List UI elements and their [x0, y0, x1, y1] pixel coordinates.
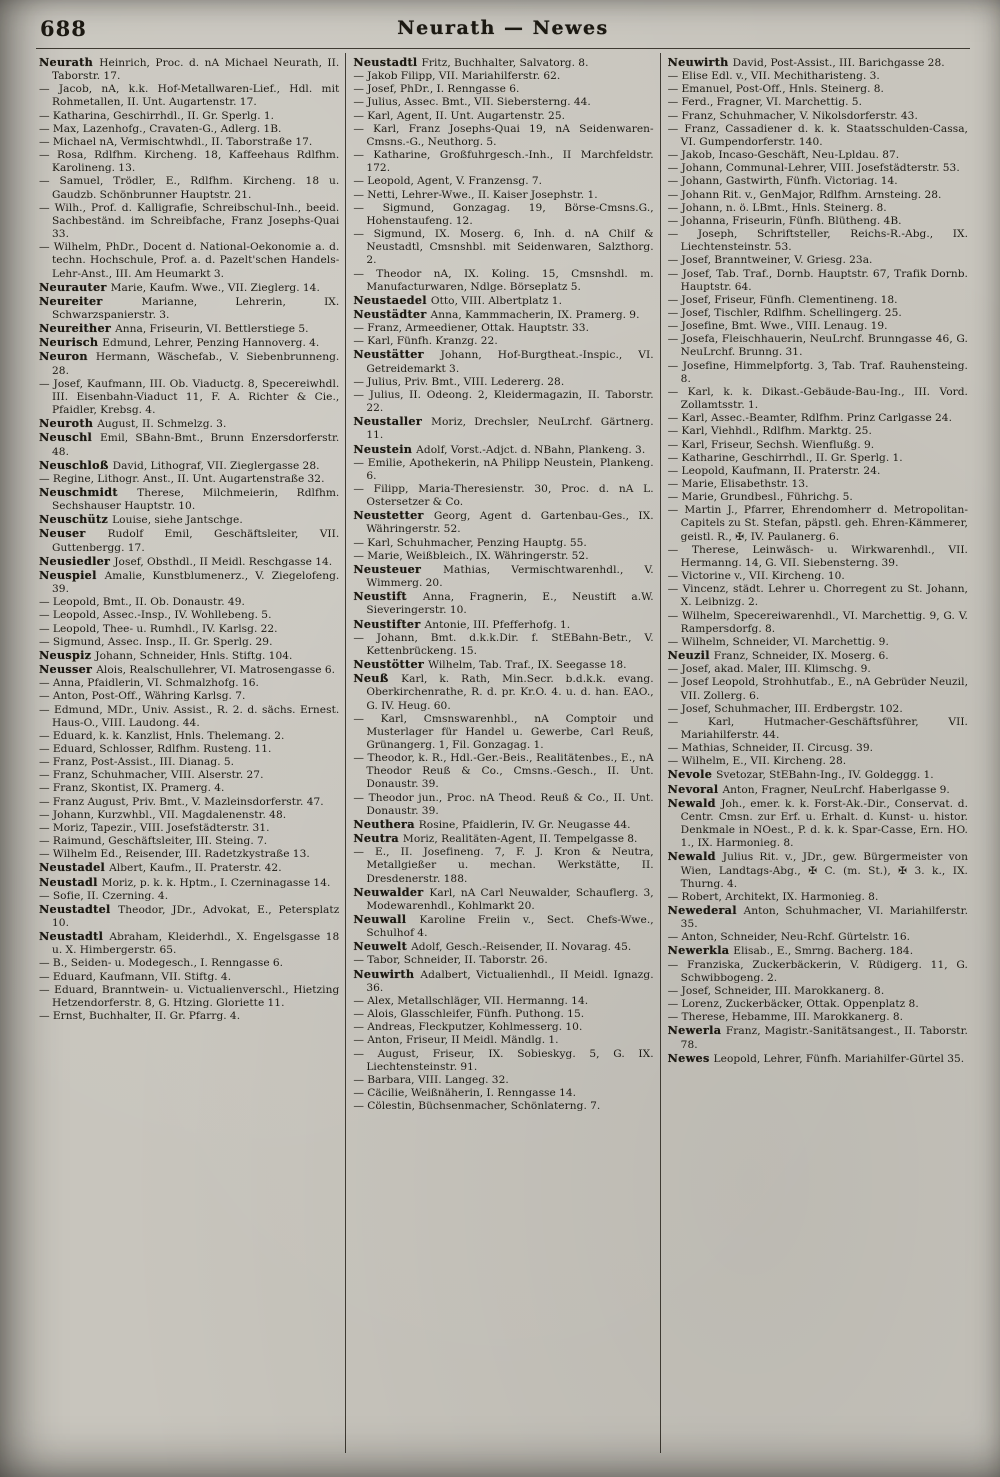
directory-entry: Neustaedel Otto, VIII. Albertplatz 1. — [353, 292, 562, 307]
directory-entry: Neusser Alois, Realschullehrer, VI. Matrosengasse 6. — [39, 662, 336, 677]
directory-entry: — Karl, Agent, II. Unt. Augartenstr. 25. — [353, 109, 566, 122]
entry-surname: Neurisch — [39, 335, 103, 350]
entry-surname: Neuwirth — [353, 966, 421, 981]
directory-entry: Neutra Moriz, Realitäten-Agent, II. Tempelgasse 8. — [353, 831, 638, 846]
entry-surname: Neureither — [39, 321, 116, 336]
directory-entry: — Johann, Gastwirth, Fünfh. Victoriag. 14. — [667, 175, 898, 188]
column-2 — [345, 53, 659, 1453]
directory-entry: — Karl, Viehhdl., Rdlfhm. Marktg. 25. — [667, 425, 872, 438]
directory-entry: — Johanna, Friseurin, Fünfh. Blütheng. 4B. — [667, 214, 902, 227]
directory-entry: — Elise Edl. v., VII. Mechitharisteng. 3. — [667, 70, 880, 83]
entry-surname: Neutra — [353, 831, 403, 846]
page-number: 688 — [40, 16, 87, 41]
entry-surname: Neustein — [353, 441, 417, 456]
directory-entry: — Franz, Armeediener, Ottak. Hauptstr. 33. — [353, 322, 589, 335]
entry-surname: Neustaller — [353, 414, 432, 429]
directory-entry: Neusteuer Mathias, Vermischtwarenhdl., V. Wimmerg. 20. — [353, 561, 654, 590]
entry-surname: Newald — [667, 795, 722, 810]
directory-entry: — Franz August, Priv. Bmt., V. Mazleinsdorferstr. 47. — [39, 795, 324, 808]
directory-entry: — Johann, Kurzwhbl., VII. Magdalenenstr. 48. — [39, 808, 287, 821]
directory-entry: — Wilhelm, PhDr., Docent d. National-Oekonomie a. d. techn. Hochschule, Prof. a. d. Pazelt'schen Handels-Lehr-Anst., III. Am Heumarkt 3. — [39, 241, 340, 280]
directory-entry: Neuwelt Adolf, Gesch.-Reisender, II. Novarag. 45. — [353, 939, 632, 954]
directory-entry: — Josefine, Himmelpfortg. 3, Tab. Traf. Rauhensteing. 8. — [667, 359, 968, 385]
directory-entry: — Josefa, Fleischhauerin, NeuLrchf. Brunngasse 46, G. NeuLrchf. Brunng. 31. — [667, 333, 968, 359]
directory-entry: — Josef, Tischler, Rdlfhm. Schellingerg. 25. — [667, 306, 902, 319]
entry-surname: Newederal — [667, 903, 744, 917]
directory-entry: — Lorenz, Zuckerbäcker, Ottak. Oppenplatz 8. — [667, 998, 919, 1011]
directory-entry: Neuser Rudolf Emil, Geschäftsleiter, VII. Guttenbergg. 17. — [39, 526, 340, 554]
directory-entry: Neuwalder Karl, nA Carl Neuwalder, Schauflerg. 3, Modewarenhdl., Kohlmarkt 20. — [353, 884, 654, 912]
entry-surname: Neuspiz — [39, 647, 96, 662]
directory-entry: Newald Julius Rit. v., JDr., gew. Bürgermeister von Wien, Landtags-Abg., ✠ C. (m. St.), ✠ 3. k., IX. Thurng. 4. — [667, 849, 968, 890]
directory-entry: — Cölestin, Büchsenmacher, Schönlaterng. 7. — [353, 1100, 601, 1113]
directory-entry: Neuschütz Louise, siehe Jantschge. — [39, 512, 243, 527]
directory-entry: — Ernst, Buchhalter, II. Gr. Pfarrg. 4. — [39, 1010, 241, 1023]
directory-entry: Neustadtl Abraham, Kleiderhdl., X. Engelsgasse 18 u. X. Himbergerstr. 65. — [39, 929, 340, 957]
directory-entry: Neustadtel Theodor, JDr., Advokat, E., Petersplatz 10. — [39, 901, 340, 929]
entry-surname: Neuwirth — [667, 55, 733, 69]
directory-entry: — Josef, Schuhmacher, III. Erdbergstr. 102. — [667, 702, 903, 715]
directory-entry: — Karl, Assec.-Beamter, Rdlfhm. Prinz Carlgasse 24. — [667, 412, 952, 425]
directory-entry: — Netti, Lehrer-Wwe., II. Kaiser Josephstr. 1. — [353, 188, 598, 201]
entry-surname: Neurauter — [39, 279, 111, 294]
directory-entry: — Alex, Metallschläger, VII. Hermanng. 14. — [353, 994, 589, 1007]
entry-surname: Newald — [667, 849, 723, 864]
directory-entry: — Julius, Assec. Bmt., VII. Siebersterng. 44. — [353, 96, 591, 109]
directory-entry: Neustadtl Fritz, Buchhalter, Salvatorg. 8. — [353, 55, 589, 69]
directory-entry: Neustadel Albert, Kaufm., II. Praterstr. 42. — [39, 860, 282, 875]
directory-entry: — Wilh., Prof. d. Kalligrafie, Schreibschul-Inh., beeid. Sachbeständ. im Schreibfache, Franz Josephs-Quai 33. — [39, 201, 340, 241]
directory-entry: — Jacob, nA, k.k. Hof-Metallwaren-Lief., Hdl. mit Rohmetallen, II. Unt. Augartenstr. 17. — [39, 83, 340, 109]
directory-entry: — Therese, Leinwäsch- u. Wirkwarenhdl., VII. Hermanng. 14, G. VII. Siebensterng. 39. — [667, 543, 968, 569]
directory-entry: — Johann, n. ö. LBmt., Hnls. Steinerg. 8. — [667, 201, 887, 214]
directory-entry: Neustifter Antonie, III. Pfefferhofg. 1. — [353, 616, 571, 631]
entry-surname: Neuthera — [353, 816, 419, 831]
directory-entry: — Leopold, Thee- u. Rumhdl., IV. Karlsg. 22. — [39, 622, 278, 635]
directory-entry: — Robert, Architekt, IX. Harmonieg. 8. — [667, 890, 879, 903]
entry-surname: Neuspiel — [39, 567, 105, 582]
directory-entry: — Rosa, Rdlfhm. Kircheng. 18, Kaffeehaus Rdlfhm. Karolineng. 13. — [39, 149, 340, 175]
directory-entry: — Anna, Pfaidlerin, VI. Schmalzhofg. 16. — [39, 677, 259, 690]
directory-entry: — Michael nA, Vermischtwhdl., II. Taborstraße 17. — [39, 135, 313, 148]
entry-surname: Neuß — [353, 671, 402, 686]
directory-entry: — Jakob, Incaso-Geschäft, Neu-Lpldau. 87. — [667, 149, 900, 162]
directory-entry: — Anton, Friseur, II Meidl. Mändlg. 1. — [353, 1034, 559, 1047]
directory-entry: — Jakob Filipp, VII. Mariahilferstr. 62. — [353, 70, 561, 83]
directory-entry: — Emilie, Apothekerin, nA Philipp Neustein, Plankeng. 6. — [353, 456, 654, 482]
entry-surname: Neustätter — [353, 347, 441, 362]
directory-entry: — Theodor nA, IX. Koling. 15, Cmsnshdl. m. Manufacturwaren, Ndlge. Börseplatz 5. — [353, 267, 654, 293]
directory-entry: Neusiedler Josef, Obsthdl., II Meidl. Reschgasse 14. — [39, 553, 333, 568]
directory-entry: — Josef, akad. Maler, III. Klimschg. 9. — [667, 663, 871, 676]
directory-entry: — Marie, Grundbesl., Führichg. 5. — [667, 491, 853, 504]
directory-entry: — Franziska, Zuckerbäckerin, V. Rüdigerg. 11, G. Schwibbogeng. 2. — [667, 958, 968, 984]
directory-entry: Neureiter Marianne, Lehrerin, IX. Schwarzspanierstr. 3. — [39, 293, 340, 321]
directory-entry: — Franz, Schuhmacher, VIII. Alserstr. 27. — [39, 769, 264, 782]
directory-entry: — Franz, Skontist, IX. Pramerg. 4. — [39, 782, 225, 795]
directory-entry: — August, Friseur, IX. Sobieskyg. 5, G. IX. Liechtensteinstr. 91. — [353, 1047, 654, 1073]
directory-entry: — Filipp, Maria-Theresienstr. 30, Proc. d. nA L. Ostersetzer & Co. — [353, 483, 654, 509]
entry-surname: Neustadl — [39, 874, 102, 889]
entry-surname: Neustetter — [353, 508, 434, 523]
directory-entry: Newerkla Elisab., E., Smrng. Bacherg. 184. — [667, 943, 914, 958]
directory-entry: Neuwall Karoline Freiin v., Sect. Chefs-Wwe., Schulhof 4. — [353, 912, 654, 940]
entry-surname: Nevoral — [667, 781, 723, 796]
directory-entry: — Julius, Priv. Bmt., VIII. Ledererg. 28. — [353, 375, 565, 388]
directory-entry: Neuwirth Adalbert, Victualienhdl., II Meidl. Ignazg. 36. — [353, 966, 654, 994]
directory-entry: — Tabor, Schneider, II. Taborstr. 26. — [353, 954, 548, 967]
directory-entry: — Andreas, Fleckputzer, Kohlmesserg. 10. — [353, 1021, 583, 1034]
directory-entry: — Leopold, Bmt., II. Ob. Donaustr. 49. — [39, 596, 245, 609]
directory-entry: Newederal Anton, Schuhmacher, VI. Mariahilferstr. 35. — [667, 903, 968, 931]
directory-entry: Neureither Anna, Friseurin, VI. Bettlerstiege 5. — [39, 321, 309, 336]
directory-entry: Neurauter Marie, Kaufm. Wwe., VII. Zieglerg. 14. — [39, 279, 320, 294]
directory-entry: — Franz, Post-Assist., III. Dianag. 5. — [39, 756, 235, 769]
directory-entry: Neurath Heinrich, Proc. d. nA Michael Neurath, II. Taborstr. 17. — [39, 55, 340, 83]
entry-surname: Nevole — [667, 767, 717, 782]
directory-entry: — Karl, Fünfh. Kranzg. 22. — [353, 335, 498, 348]
directory-entry: Newald Joh., emer. k. k. Forst-Ak.-Dir., Conservat. d. Centr. Cmsn. zur Erf. u. Erhalt. d. Kunst- u. histor. Denkmale in NOest., P. d. k. k. Spar-Casse, Ern. HO. 1., IX. Harmonieg. 8. — [667, 795, 968, 850]
directory-entry: — B., Seiden- u. Modegesch., I. Renngasse 6. — [39, 957, 284, 970]
directory-entry: — Karl, Friseur, Sechsh. Wienflußg. 9. — [667, 438, 875, 451]
directory-entry: — Barbara, VIII. Langeg. 32. — [353, 1073, 509, 1086]
directory-entry: — Katharina, Geschirrhdl., II. Gr. Sperlg. 1. — [39, 109, 275, 122]
column-1 — [32, 53, 345, 1453]
entry-surname: Neustift — [353, 589, 423, 604]
directory-entry: — Eduard, Kaufmann, VII. Stiftg. 4. — [39, 970, 232, 983]
entry-surname: Neuzil — [667, 648, 714, 663]
directory-entry: Neurisch Edmund, Lehrer, Penzing Hannoverg. 4. — [39, 335, 320, 350]
directory-entry: — Joseph, Schriftsteller, Reichs-R.-Abg., IX. Liechtensteinstr. 53. — [667, 228, 968, 254]
directory-entry: — Max, Lazenhofg., Cravaten-G., Adlerg. 1B. — [39, 122, 282, 135]
directory-entry: — Johann, Bmt. d.k.k.Dir. f. StEBahn-Betr., V. Kettenbrückeng. 15. — [353, 631, 654, 657]
entry-surname: Neuroth — [39, 416, 98, 431]
entry-surname: Neustötter — [353, 657, 429, 672]
directory-entry: — Sigmund, Assec. Insp., II. Gr. Sperlg. 29. — [39, 635, 273, 648]
directory-entry: — Karl, Franz Josephs-Quai 19, nA Seidenwaren-Cmsns.-G., Neuthorg. 5. — [353, 122, 654, 148]
entry-surname: Neurath — [39, 55, 100, 69]
directory-entry: — Edmund, MDr., Univ. Assist., R. 2. d. sächs. Ernest. Haus-O., VIII. Laudong. 44. — [39, 703, 340, 729]
entry-surname: Neuschloß — [39, 457, 113, 472]
directory-entry: Neuzil Franz, Schneider, IX. Moserg. 6. — [667, 648, 889, 663]
directory-entry: — Katharine, Geschirrhdl., II. Gr. Sperlg. 1. — [667, 451, 903, 464]
entry-surname: Neustädter — [353, 306, 431, 321]
page-header — [36, 14, 970, 49]
directory-entry: — Josef, Schneider, III. Marokkanerg. 8. — [667, 984, 885, 997]
directory-entry: Newes Leopold, Lehrer, Fünfh. Mariahilfer-Gürtel 35. — [667, 1050, 965, 1065]
directory-entry: — Wilhelm, Specereiwarenhdl., VI. Marchettig. 9, G. V. Rampersdorfg. 8. — [667, 609, 968, 635]
directory-entry: — Eduard, Branntwein- u. Victualienverschl., Hietzing Hetzendorferstr. 8, G. Htzing. Gloriette 11. — [39, 983, 340, 1009]
directory-entry: — Vincenz, städt. Lehrer u. Chorregent zu St. Johann, X. Leibnizg. 2. — [667, 583, 968, 609]
entry-surname: Neuschl — [39, 430, 101, 445]
entry-surname: Neuschütz — [39, 512, 113, 527]
directory-entry: — Wilhelm, E., VII. Kircheng. 28. — [667, 755, 847, 768]
entry-surname: Neustadtl — [39, 929, 110, 944]
directory-entry: — Sigmund, Gonzagag. 19, Börse-Cmsns.G., Hohenstaufeng. 12. — [353, 201, 654, 227]
column-3 — [660, 53, 974, 1453]
directory-entry: — Julius, II. Odeong. 2, Kleidermagazin, II. Taborstr. 22. — [353, 388, 654, 415]
directory-entry: — Marie, Weißbleich., IX. Währingerstr. 52. — [353, 549, 589, 562]
directory-entry: — Johann, Communal-Lehrer, VIII. Josefstädterstr. 53. — [667, 162, 960, 175]
directory-entry: — Marie, Elisabethstr. 13. — [667, 478, 809, 490]
columns-container — [32, 53, 974, 1453]
directory-entry: — Karl, Hutmacher-Geschäftsführer, VII. Mariahilferstr. 44. — [667, 715, 968, 741]
page-title: Neurath — Newes — [397, 17, 609, 39]
directory-entry: Nevoral Anton, Fragner, NeuLrchf. Haberlgasse 9. — [667, 781, 950, 796]
directory-entry: Neuroth August, II. Schmelzg. 3. — [39, 416, 227, 431]
directory-entry: Neuschmidt Therese, Milchmeierin, Rdlfhm. Sechshauser Hauptstr. 10. — [39, 485, 340, 513]
directory-entry: Neustädter Anna, Kammmacherin, IX. Pramerg. 9. — [353, 306, 640, 321]
directory-entry: — Anton, Schneider, Neu-Rchf. Gürtelstr. 16. — [667, 931, 911, 944]
directory-entry: — Franz, Cassadiener d. k. k. Staatsschulden-Cassa, VI. Gumpendorferstr. 140. — [667, 122, 968, 148]
directory-entry: — Therese, Hebamme, III. Marokkanerg. 8. — [667, 1011, 904, 1024]
directory-entry: Neuspiz Johann, Schneider, Hnls. Stiftg. 104. — [39, 647, 293, 662]
entry-surname: Neuwalder — [353, 884, 430, 899]
directory-entry: — Regine, Lithogr. Anst., II. Unt. Augartenstraße 32. — [39, 472, 325, 485]
directory-entry: — Moriz, Tapezir., VIII. Josefstädterstr. 31. — [39, 821, 270, 834]
directory-entry: — Raimund, Geschäftsleiter, III. Steing. 7. — [39, 835, 268, 848]
directory-entry: — Karl, Cmsnswarenhbl., nA Comptoir und Musterlager für Handel u. Gewerbe, Carl Reuß, Grünangerg. 1, Fil. Gonzagag. 1. — [353, 712, 654, 751]
directory-entry: Neustein Adolf, Vorst.-Adjct. d. NBahn, Plankeng. 3. — [353, 441, 646, 456]
entry-surname: Neuron — [39, 349, 96, 364]
directory-entry: — Ferd., Fragner, VI. Marchettig. 5. — [667, 96, 862, 109]
directory-entry: Neuwirth David, Post-Assist., III. Barichgasse 28. — [667, 55, 945, 69]
directory-entry: — Josef, Branntweiner, V. Griesg. 23a. — [667, 254, 873, 267]
directory-entry: — Josef Leopold, Strohhutfab., E., nA Gebrüder Neuzil, VII. Zollerg. 6. — [667, 676, 968, 702]
entry-surname: Neustaedel — [353, 292, 431, 307]
directory-entry: — Theodor jun., Proc. nA Theod. Reuß & Co., II. Unt. Donaustr. 39. — [353, 791, 654, 817]
directory-entry: — Eduard, k. k. Kanzlist, Hnls. Thelemang. 2. — [39, 729, 285, 742]
entry-surname: Neusiedler — [39, 553, 115, 568]
directory-entry: Neuß Karl, k. Rath, Min.Secr. b.d.k.k. evang. Oberkirchenrathe, R. d. pr. Kr.O. 4. u. d. han. EAO., G. IV. Heug. 60. — [353, 671, 654, 712]
entry-surname: Neuwall — [353, 912, 420, 926]
entry-surname: Neusteuer — [353, 561, 444, 576]
directory-entry: Neustift Anna, Fragnerin, E., Neustift a.W. Sieveringerstr. 10. — [353, 589, 654, 617]
entry-surname: Newerla — [667, 1023, 726, 1038]
directory-entry: — Karl, k. k. Dikast.-Gebäude-Bau-Ing., III. Vord. Zollamtsstr. 1. — [667, 385, 968, 412]
directory-entry: Neuron Hermann, Wäschefab., V. Siebenbrunneng. 28. — [39, 349, 340, 377]
directory-entry: Neuspiel Amalie, Kunstblumenerz., V. Ziegelofeng. 39. — [39, 567, 340, 596]
directory-entry: Neuthera Rosine, Pfaidlerin, IV. Gr. Neugasse 44. — [353, 816, 631, 831]
entry-surname: Neustadtel — [39, 901, 119, 916]
entry-surname: Neureiter — [39, 293, 142, 308]
entry-surname: Neuschmidt — [39, 485, 138, 499]
directory-entry: — Eduard, Schlosser, Rdlfhm. Rusteng. 11. — [39, 742, 272, 755]
directory-entry: — Josef, Tab. Traf., Dornb. Hauptstr. 67, Trafik Dornb. Hauptstr. 64. — [667, 267, 968, 293]
entry-surname: Neuwelt — [353, 939, 412, 954]
entry-surname: Newes — [667, 1050, 714, 1065]
directory-entry: — Johann Rit. v., GenMajor, Rdlfhm. Arnsteing. 28. — [667, 188, 942, 201]
directory-entry: Neuschloß David, Lithograf, VII. Zieglergasse 28. — [39, 457, 320, 472]
directory-entry: Neuschl Emil, SBahn-Bmt., Brunn Enzersdorferstr. 48. — [39, 430, 340, 458]
directory-entry: — Katharine, Großfuhrgesch.-Inh., II Marchfeldstr. 172. — [353, 149, 654, 175]
directory-entry: — Alois, Glasschleifer, Fünfh. Puthong. 15. — [353, 1008, 585, 1021]
directory-entry: — Josefine, Bmt. Wwe., VIII. Lenaug. 19. — [667, 320, 888, 333]
directory-entry: — Martin J., Pfarrer, Ehrendomherr d. Metropolitan-Capitels zu St. Stefan, päpstl. geh. Ehren-Kämmerer, geistl. R., ✠, IV. Paulanerg. 6. — [667, 504, 968, 543]
directory-entry: — Josef, PhDr., I. Renngasse 6. — [353, 83, 520, 96]
directory-entry: — Theodor, k. R., Hdl.-Ger.-Beis., Realitätenbes., E., nA Theodor Reuß & Co., Cmsns.-Gesch., II. Unt. Donaustr. 39. — [353, 752, 654, 791]
directory-entry: Neustötter Wilhelm, Tab. Traf., IX. Seegasse 18. — [353, 657, 627, 672]
directory-entry: — Anton, Post-Off., Währing Karlsg. 7. — [39, 690, 246, 703]
directory-entry: — Franz, Schuhmacher, V. Nikolsdorferstr. 43. — [667, 109, 918, 122]
directory-entry: — Sigmund, IX. Moserg. 6, Inh. d. nA Chilf & Neustadtl, Cmsnshbl. mit Seidenwaren, Salzthorg. 2. — [353, 228, 654, 267]
directory-entry: — Leopold, Agent, V. Franzensg. 7. — [353, 175, 543, 188]
directory-entry: Neustadl Moriz, p. k. k. Hptm., I. Czerninagasse 14. — [39, 874, 331, 889]
directory-entry: — Emanuel, Post-Off., Hnls. Steinerg. 8. — [667, 83, 884, 96]
directory-entry: — E., II. Josefineng. 7, F. J. Kron & Neutra, Metallgießer u. mechan. Werkstätte, II. Dresdenerstr. 188. — [353, 846, 654, 885]
directory-entry: — Wilhelm Ed., Reisender, III. Radetzkystraße 13. — [39, 848, 310, 861]
directory-entry: — Wilhelm, Schneider, VI. Marchettig. 9. — [667, 635, 889, 648]
directory-entry: — Leopold, Assec.-Insp., IV. Wohllebeng. 5. — [39, 609, 272, 622]
directory-entry: — Samuel, Trödler, E., Rdlfhm. Kircheng. 18 u. Gaudzb. Schönbrunner Hauptstr. 21. — [39, 175, 340, 201]
directory-entry: Nevole Svetozar, StEBahn-Ing., IV. Goldeggg. 1. — [667, 767, 934, 782]
directory-entry: Neustetter Georg, Agent d. Gartenbau-Ges., IX. Währingerstr. 52. — [353, 508, 654, 536]
directory-entry: — Cäcilie, Weißnäherin, I. Renngasse 14. — [353, 1087, 577, 1100]
entry-surname: Neustadtl — [353, 55, 422, 69]
directory-entry: — Josef, Kaufmann, III. Ob. Viaductg. 8, Specereiwhdl. III. Eisenbahn-Viaduct 11, F. A. Richter & Cie., Pfaidler, Krebsg. 4. — [39, 377, 340, 417]
entry-surname: Newerkla — [667, 943, 734, 958]
entry-surname: Neusser — [39, 662, 97, 677]
directory-entry: — Mathias, Schneider, II. Circusg. 39. — [667, 742, 874, 755]
entry-surname: Neustadel — [39, 860, 110, 875]
directory-entry: — Josef, Friseur, Fünfh. Clementineng. 18. — [667, 293, 898, 306]
directory-entry: — Sofie, II. Czerning. 4. — [39, 889, 169, 902]
directory-entry: Neustaller Moriz, Drechsler, NeuLrchf. Gärtnerg. 11. — [353, 414, 654, 442]
directory-entry: — Karl, Schuhmacher, Penzing Hauptg. 55. — [353, 536, 587, 549]
directory-entry: — Leopold, Kaufmann, II. Praterstr. 24. — [667, 464, 881, 477]
directory-entry: — Victorine v., VII. Kircheng. 10. — [667, 570, 845, 583]
directory-entry: Neustätter Johann, Hof-Burgtheat.-Inspic., VI. Getreidemarkt 3. — [353, 347, 654, 375]
entry-surname: Neuser — [39, 526, 108, 541]
directory-entry: Newerla Franz, Magistr.-Sanitätsangest., II. Taborstr. 78. — [667, 1023, 968, 1051]
entry-surname: Neustifter — [353, 616, 425, 631]
